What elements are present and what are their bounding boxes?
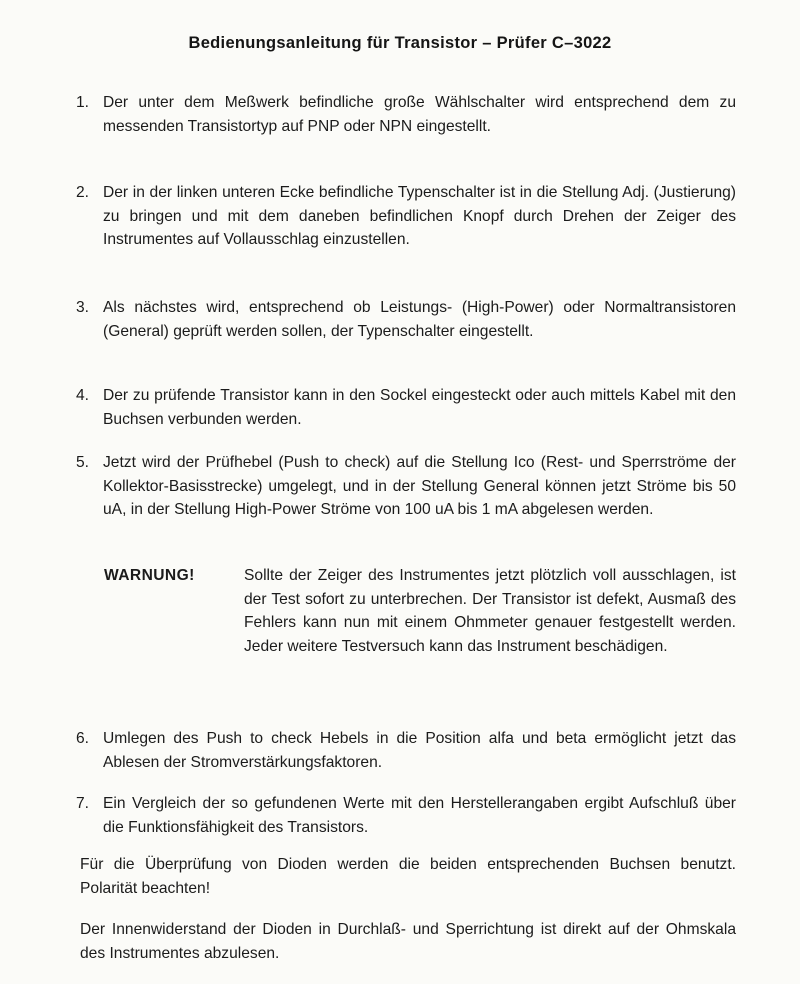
internal-resistance-paragraph: Der Innenwiderstand der Dioden in Durchlaß- und Sperrichtung ist direkt auf der Ohmskala des Instrumentes abzulesen. xyxy=(80,921,736,962)
instruction-item-2 xyxy=(76,181,736,252)
item-number: 4. xyxy=(76,387,90,404)
warning-label: WARNUNG! xyxy=(104,567,195,584)
instruction-item-7 xyxy=(76,792,736,839)
item-text: Der zu prüfende Transistor kann in den Sockel eingesteckt oder auch mittels Kabel mit den Buchsen verbunden werden. xyxy=(103,387,736,428)
instruction-item-5 xyxy=(76,451,736,522)
item-text: Der in der linken unteren Ecke befindliche Typenschalter ist in die Stellung Adj. (Justierung) zu bringen und mit dem daneben befindlichen Knopf durch Drehen der Zeiger des Instrumentes auf Vollausschlag einzustellen. xyxy=(103,184,736,248)
item-number: 3. xyxy=(76,299,90,316)
item-text: Als nächstes wird, entsprechend ob Leistungs- (High-Power) oder Normaltransistoren (General) geprüft werden sollen, der Typenschalter eingestellt. xyxy=(103,299,736,340)
instruction-item-4 xyxy=(76,384,736,431)
warning-block xyxy=(104,564,736,658)
warning-text: Sollte der Zeiger des Instrumentes jetzt plötzlich voll ausschlagen, ist der Test sofort zu unterbrechen. Der Transistor ist defekt, Ausmaß des Fehlers kann nun mit einem Ohmmeter genauer festgestellt werden. Jeder weitere Testversuch kann das Instrument beschädigen. xyxy=(244,567,736,655)
item-text: Jetzt wird der Prüfhebel (Push to check) auf die Stellung Ico (Rest- und Sperrströme der Kollektor-Basisstrecke) umgelegt, und in der Stellung General können jetzt Ströme bis 50 uA, in der Stellung High-Power Ströme von 100 uA bis 1 mA abgelesen werden. xyxy=(103,454,736,518)
diode-check-paragraph: Für die Überprüfung von Dioden werden die beiden entsprechenden Buchsen benutzt. Polarität beachten! xyxy=(80,856,736,897)
item-number: 7. xyxy=(76,795,90,812)
item-number: 1. xyxy=(76,94,90,111)
item-number: 5. xyxy=(76,454,90,471)
instruction-item-6 xyxy=(76,727,736,774)
item-text: Umlegen des Push to check Hebels in die Position alfa und beta ermöglicht jetzt das Ablesen der Stromverstärkungsfaktoren. xyxy=(103,730,736,771)
instruction-item-1 xyxy=(76,91,736,138)
item-text: Ein Vergleich der so gefundenen Werte mit den Herstellerangaben ergibt Aufschluß über die Funktionsfähigkeit des Transistors. xyxy=(103,795,736,836)
item-number: 2. xyxy=(76,184,90,201)
item-text: Der unter dem Meßwerk befindliche große Wählschalter wird entsprechend dem zu messenden Transistortyp auf PNP oder NPN eingestellt. xyxy=(103,94,736,135)
item-number: 6. xyxy=(76,730,90,747)
instruction-item-3 xyxy=(76,296,736,343)
page-title: Bedienungsanleitung für Transistor – Prüfer C–3022 xyxy=(188,34,612,52)
